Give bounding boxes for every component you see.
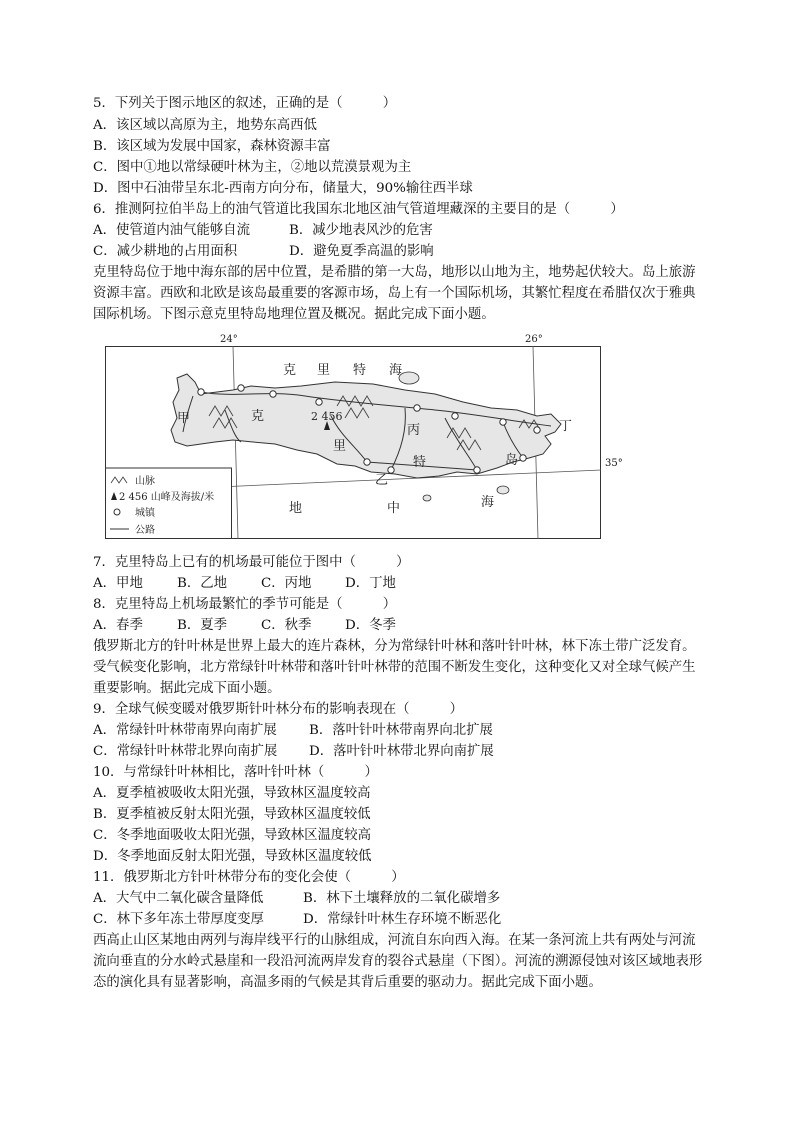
island-name-4: 岛	[505, 453, 519, 468]
map-legend	[106, 468, 232, 539]
q9-option-b: B．落叶针叶林带南界向北扩展	[309, 723, 493, 738]
sea-north-4: 海	[389, 363, 403, 378]
crete-intro-paragraph: 克里特岛位于地中海东部的居中位置，是希腊的第一大岛，地形以山地为主，地势起伏较大。岛上旅游资源丰富。西欧和北欧是该岛最重要的客源市场，岛上有一个国际机场，其繁忙程度在希腊仅次于雅典国际机场。下图示意克里特岛地理位置及概况。据此完成下面小题。	[93, 265, 696, 322]
q7-option-b: B．乙地	[177, 576, 228, 591]
peak-height-label: 2 456	[311, 410, 343, 423]
q7-option-c: C．丙地	[261, 576, 312, 591]
q6-option-a: A．使管道内油气能够自流	[93, 223, 250, 238]
q8-option-c: C．秋季	[261, 618, 312, 633]
island-name-2: 里	[333, 439, 347, 454]
lon-26-label: 26°	[525, 334, 543, 345]
q9-option-d: D．落叶针叶林带北界向南扩展	[309, 744, 494, 759]
place-ding: 丁	[559, 419, 573, 434]
lat-35-label: 35°	[605, 458, 623, 469]
q11-option-c: C．林下多年冻土带厚度变厚	[93, 912, 264, 927]
q11-options-row2	[93, 910, 501, 930]
q7-option-a: A．甲地	[93, 576, 143, 591]
sea-north-3: 特	[353, 363, 367, 378]
q6-options-row2	[93, 242, 434, 262]
legend-mountain: 山脉	[135, 476, 155, 487]
crete-map	[105, 334, 601, 539]
q5-option-b: B．该区域为发展中国家，森林资源丰富	[93, 139, 331, 154]
q7-options	[93, 574, 396, 594]
island-name-3: 特	[413, 455, 427, 470]
q8-option-a: A．春季	[93, 618, 143, 633]
place-bing: 丙	[407, 423, 421, 438]
sea-north-2: 里	[317, 363, 331, 378]
sea-south-1: 地	[289, 501, 303, 516]
sea-south-2: 中	[387, 501, 401, 516]
q9-options-row2	[93, 742, 494, 762]
sea-north-1: 克	[283, 363, 297, 378]
q5-stem: 5．下列关于图示地区的叙述，正确的是（ ）	[93, 96, 397, 111]
q5-option-a: A．该区域以高原为主，地势东高西低	[93, 118, 317, 133]
q9-option-c: C．常绿针叶林带北界向南扩展	[93, 744, 278, 759]
q10-option-c: C．冬季地面吸收太阳光强，导致林区温度较高	[93, 828, 372, 843]
q9-option-a: A．常绿针叶林带南界向南扩展	[93, 723, 277, 738]
q5-option-d: D．图中石油带呈东北-西南方向分布，储量大，90%输往西半球	[93, 181, 473, 196]
place-yi: 乙	[375, 473, 389, 488]
q10-stem: 10．与常绿针叶林相比，落叶针叶林（ ）	[93, 765, 378, 780]
russia-intro-paragraph: 俄罗斯北方的针叶林是世界上最大的连片森林，分为常绿针叶林和落叶针叶林，林下冻土带广泛发育。受气候变化影响，北方常绿针叶林带和落叶针叶林带的范围不断发生变化，这种变化又对全球气候产生重要影响。据此完成下面小题。	[93, 639, 696, 696]
legend-road: 公路	[135, 525, 155, 536]
q11-options-row1	[93, 889, 500, 909]
q10-option-a: A．夏季植被吸收太阳光强，导致林区温度较高	[93, 786, 371, 801]
q11-option-a: A．大气中二氧化碳含量降低	[93, 891, 264, 906]
q6-stem: 6．推测阿拉伯半岛上的油气管道比我国东北地区油气管道埋藏深的主要目的是（ ）	[93, 202, 624, 217]
q6-option-c: C．减少耕地的占用面积	[93, 244, 238, 259]
q10-option-b: B．夏季植被反射太阳光强，导致林区温度较低	[93, 807, 371, 822]
legend-peak: 2 456 山峰及海拔/米	[119, 492, 215, 503]
q8-option-d: D．冬季	[345, 618, 396, 633]
q8-options	[93, 616, 396, 636]
q8-stem: 8．克里特岛上机场最繁忙的季节可能是（ ）	[93, 597, 397, 612]
place-jia: 甲	[177, 411, 191, 426]
q5-option-c: C．图中①地以常绿硬叶林为主，②地以荒漠景观为主	[93, 160, 412, 175]
lon-24-label: 24°	[220, 334, 238, 345]
q8-option-b: B．夏季	[177, 618, 228, 633]
q6-option-b: B．减少地表风沙的危害	[289, 223, 433, 238]
q9-stem: 9．全球气候变暖对俄罗斯针叶林分布的影响表现在（ ）	[93, 702, 464, 717]
q9-options-row1	[93, 721, 493, 741]
legend-town: 城镇	[135, 508, 155, 519]
q6-options-row1	[93, 221, 433, 241]
island-name-1: 克	[251, 409, 265, 424]
q7-option-d: D．丁地	[345, 576, 396, 591]
q11-option-b: B．林下土壤释放的二氧化碳增多	[303, 891, 501, 906]
q10-option-d: D．冬季地面反射太阳光强，导致林区温度较低	[93, 849, 372, 864]
q6-option-d: D．避免夏季高温的影响	[289, 244, 434, 259]
sea-south-3: 海	[481, 495, 495, 510]
q7-stem: 7．克里特岛上已有的机场最可能位于图中（ ）	[93, 555, 410, 570]
q11-option-d: D．常绿针叶林生存环境不断恶化	[303, 912, 502, 927]
q11-stem: 11．俄罗斯北方针叶林带分布的变化会使（ ）	[93, 870, 405, 885]
ghats-intro-paragraph: 西高止山区某地由两列与海岸线平行的山脉组成，河流自东向西入海。在某一条河流上共有两处与河流流向垂直的分水岭式悬崖和一段沿河流两岸发育的裂谷式悬崖（下图）。河流的溯源侵蚀对该区域地表形态的演化具有显著影响，高温多雨的气候是其背后重要的驱动力。据此完成下面小题。	[93, 933, 703, 990]
